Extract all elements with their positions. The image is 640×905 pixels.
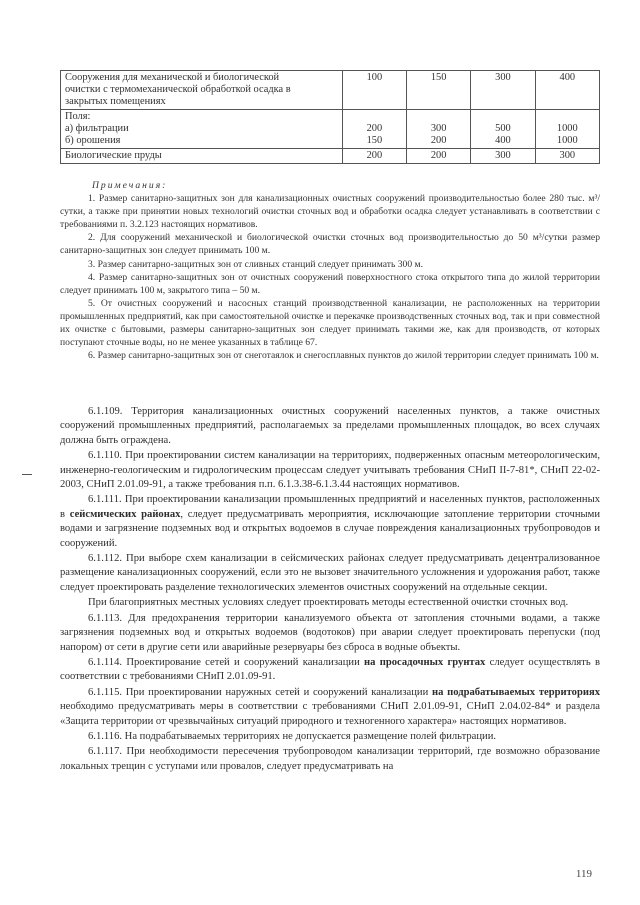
note-item: 1. Размер санитарно-защитных зон для канализационных очистных сооружений производительностью более 280 тыс. м³/сутки, а также при принятии новых технологий очистки сточных вод и обработки осадка следует устанавливать в соответствии с требованиями п. 3.2.123 настоящих нормативов. xyxy=(60,193,600,231)
table-cell-text: Поля: xyxy=(65,111,91,122)
table-cell-value: 400 xyxy=(495,135,511,146)
table-cell-value: 150 xyxy=(366,135,383,146)
note-item: 3. Размер санитарно-защитных зон от сливных станций следует принимать 300 м. xyxy=(88,258,424,270)
table-cell-value: 200 xyxy=(342,149,406,164)
paragraph-6-1-110: 6.1.110. При проектировании систем канализации на территориях, подверженных опасным метеорологическим, инженерно-геологическим и гидрологическим процессам следует учитывать требования СНиП II-7-81*, СНиП 22-02-2003, СНиП 2.01.09-91, а также требования п.п. 6.1.3.38-6.1.3.44 настоящих нормативов. xyxy=(60,450,600,491)
paragraph-6-1-113: 6.1.113. Для предохранения территории канализуемого объекта от затопления сточными водами, а также загрязнения подземных вод и открытых водоемов (водотоков) при аварии следует проектировать перепуски (под напором) от сети в другие сети или аварийные резервуары без сброса в водные объекты. xyxy=(60,612,600,653)
table-row xyxy=(61,110,600,149)
table-cell-value: 200 xyxy=(407,149,471,164)
paragraph-6-1-116: 6.1.116. На подрабатываемых территориях не допускается размещение полей фильтрации. xyxy=(88,730,497,742)
paragraph-6-1-112: 6.1.112. При выборе схем канализации в сейсмических районах следует предусматривать децентрализованное размещение канализационных сооружений, если это не вызовет значительного усложнения и удорожания работ, также следует проектировать разделение технологических элементов очистных сооружений на отдельные секции. xyxy=(60,553,600,593)
bold-term: на подрабатываемых территориях xyxy=(431,686,600,698)
table-cell-value: 150 xyxy=(407,71,471,110)
table-cell-value: 200 xyxy=(366,123,383,134)
margin-mark xyxy=(22,474,32,475)
table-cell-value: 400 xyxy=(535,71,599,110)
table-row xyxy=(61,71,600,110)
table-cell-value: 300 xyxy=(471,149,535,164)
table-cell-value: 100 xyxy=(342,71,406,110)
table-cell-value: 1000 xyxy=(556,123,578,134)
table-cell-text: а) фильтрации xyxy=(65,123,129,134)
table-cell-value: 1000 xyxy=(556,135,578,146)
paragraph-6-1-109: 6.1.109. Территория канализационных очистных сооружений населенных пунктов, а также очистных сооружений промышленных предприятий, располагаемых за пределами промышленных площадок, во всех случаях должна быть ограждена. xyxy=(60,406,600,446)
paragraph-6-1-115: 6.1.115. При проектировании наружных сетей и сооружений канализации на подрабатываемых территориях необходимо предусматривать меры в соответствии с требованиями СНиП 2.01.09-91, СНиП 2.04.02-84* и раздела «Защита территории от чрезвычайных ситуаций природного и техногенного характера» настоящих нормативов. xyxy=(60,686,600,727)
main-text xyxy=(60,405,600,774)
table-cell-value: 200 xyxy=(430,135,447,146)
bold-term: сейсмических районах xyxy=(69,508,181,520)
table-cell-value: 300 xyxy=(471,71,535,110)
table-cell-text: Сооружения для механической и биологической xyxy=(65,72,280,83)
note-item: 2. Для сооружений механической и биологической очистки сточных вод производительностью до 50 м³/сутки размер санитарно-защитных зон следует принимать 100 м. xyxy=(60,232,600,257)
table-cell-value: 300 xyxy=(430,123,447,134)
note-item: 6. Размер санитарно-защитных зон от снеготаялок и снегосплавных пунктов до жилой территории следует принимать 100 м. xyxy=(88,350,599,362)
paragraph-6-1-112-cont: При благоприятных местных условиях следует проектировать методы естественной очистки сточных вод. xyxy=(88,597,569,609)
note-item: 4. Размер санитарно-защитных зон от очистных сооружений поверхностного стока открытого типа до жилой территории следует принимать 100 м, закрытого типа – 50 м. xyxy=(60,271,600,296)
table-cell-text: закрытых помещениях xyxy=(65,96,166,107)
page-number: 119 xyxy=(575,868,592,880)
sanitary-zone-table xyxy=(60,70,600,164)
table-row xyxy=(61,149,600,164)
note-item: 5. От очистных сооружений и насосных станций производственной канализации, не расположенных на территории промышленных предприятий, как при самостоятельной очистке и перекачке производственных сточных вод, так и при совместной их очистке с бытовыми, размеры санитарно-защитных зон следует принимать такими же, как для производств, от которых поступают сточные воды, но не менее указанных в таблице 67. xyxy=(60,297,600,349)
paragraph-6-1-111: 6.1.111. При проектировании канализации промышленных предприятий и населенных пунктов, расположенных в сейсмических районах, следует предусматривать мероприятия, исключающие затопление территории сточными водами и загрязнение подземных вод и открытых водоемов в случае повреждения канализационных трубопроводов и сооружений. xyxy=(60,494,600,549)
paragraph-6-1-114: 6.1.114. Проектирование сетей и сооружений канализации на просадочных грунтах следует осуществлять в соответствии с требованиями СНиП 2.01.09-91. xyxy=(60,656,601,683)
bold-term: на просадочных грунтах xyxy=(364,656,486,668)
notes-section xyxy=(60,179,600,362)
table-cell-value: 300 xyxy=(535,149,599,164)
table-cell-value: 500 xyxy=(495,123,511,134)
table-cell-text: очистки с термомеханической обработкой осадка в xyxy=(65,84,291,95)
notes-title: Примечания: xyxy=(92,180,168,191)
paragraph-6-1-117: 6.1.117. При необходимости пересечения трубопроводом канализации территорий, где возможно образование локальных трещин с уступами или провалов, следует предусматривать на xyxy=(60,746,600,772)
table-cell-text: Биологические пруды xyxy=(61,149,343,164)
table-cell-text: б) орошения xyxy=(65,135,121,146)
